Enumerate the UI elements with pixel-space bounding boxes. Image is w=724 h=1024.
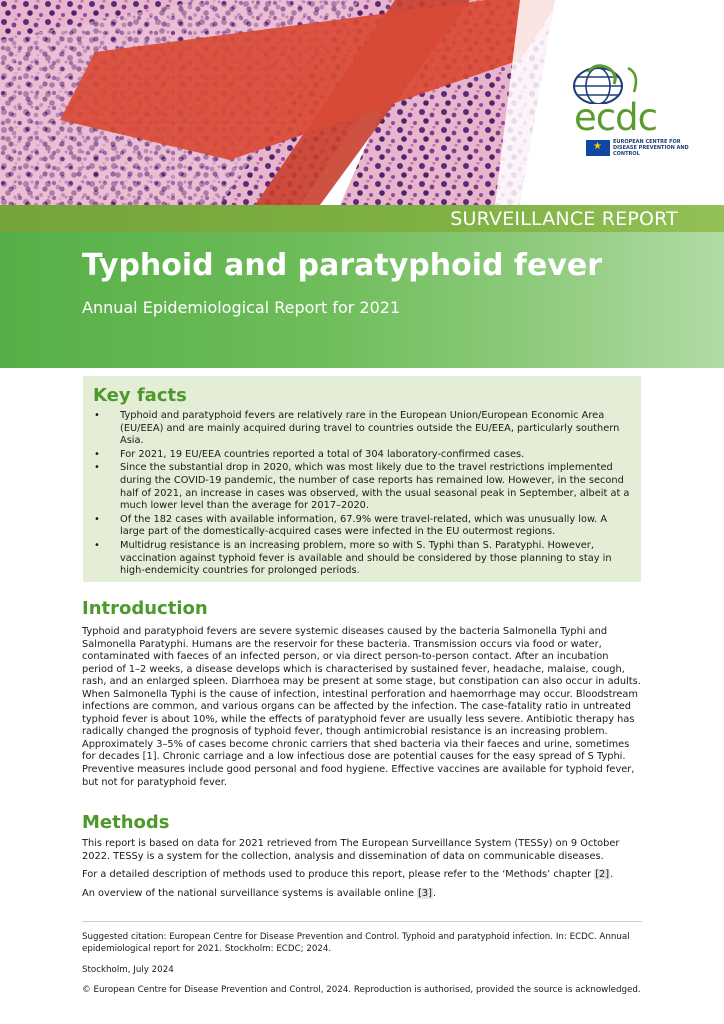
methods-paragraph: This report is based on data for 2021 retrieved from The European Surveillance System (TESSy) on 9 October 2022. TESSy is a system for the collection, analysis and dissemination of data on communicable diseases. bbox=[82, 838, 620, 862]
suggested-citation: Suggested citation: European Centre for Disease Prevention and Control. Typhoid and paratyphoid infection. In: ECDC. Annual epidemiological report for 2021. Stockholm: ECDC; 2024. bbox=[82, 932, 630, 954]
logo-subtitle: EUROPEAN CENTRE FOR DISEASE PREVENTION AND CONTROL bbox=[613, 139, 689, 157]
methods-paragraph: An overview of the national surveillance systems is available online [3]. bbox=[82, 887, 437, 899]
list-item: • Of the 182 cases with available information, 67.9% were travel-related, which was unusually low. A large part of the domestically-acquired cases were infected in the EU outermost regions. bbox=[93, 514, 633, 539]
list-item: • Typhoid and paratyphoid fevers are relatively rare in the European Union/European Economic Area (EU/EEA) and are mainly acquired during travel to countries outside the EU/EEA, particularly southern Asia. bbox=[93, 410, 633, 448]
methods-paragraph: For a detailed description of methods used to produce this report, please refer to the ‘Methods’ chapter [2]. bbox=[82, 869, 614, 881]
list-item: • Since the substantial drop in 2020, which was most likely due to the travel restrictions implemented during the COVID-19 pandemic, the number of case reports has remained low. However, in the second half of 2021, an increase in cases was observed, with the usual seasonal peak in September, albeit at a much lower level than the average for 2017–2020. bbox=[93, 462, 633, 512]
logo-wordmark: ecdc bbox=[574, 96, 657, 139]
introduction-text: Typhoid and paratyphoid fevers are severe systemic diseases caused by the bacteria Salmonella Typhi and Salmonella Paratyphi. Humans are the reservoir for these bacteria. Transmission occurs via food or water, contaminated with faeces of an infected person, or via direct person-to-person contact. After an incubation period of 1–2 weeks, a disease develops which is characterised by sustained fever, headache, malaise, cough, rash, and an enlarged spleen. Diarrhoea may be present at some stage, but constipation can also occur in adults. When Salmonella Typhi is the cause of infection, intestinal perforation and haemorrhage may occur. Bloodstream infections are common, and various organs can be affected by the infection. The case-fatality ratio in untreated typhoid fever is about 10%, while the effects of paratyphoid fever are usually less severe. Antibiotic therapy has radically changed the prognosis of typhoid fever, though antimicrobial resistance is an increasing problem. Approximately 3–5% of cases become chronic carriers that shed bacteria via their faeces and urine, sometimes for decades [1]. Chronic carriage and a low infectious dose are potential causes for the easy spread of S Typhi. Preventive measures include good personal and food hygiene. Effective vaccines are available for typhoid fever, but not for paratyphoid fever. bbox=[82, 626, 641, 788]
methods-heading: Methods bbox=[82, 812, 170, 833]
report-type: SURVEILLANCE REPORT bbox=[450, 208, 678, 230]
list-item: • For 2021, 19 EU/EEA countries reported a total of 304 laboratory-confirmed cases. bbox=[93, 449, 633, 462]
ecdc-logo[interactable] bbox=[560, 58, 690, 168]
copyright: © European Centre for Disease Prevention and Control, 2024. Reproduction is authorised, provided the source is acknowledged. bbox=[82, 985, 641, 995]
page-subtitle: Annual Epidemiological Report for 2021 bbox=[82, 298, 401, 317]
report-type-band bbox=[0, 205, 724, 232]
key-facts-list bbox=[93, 410, 633, 579]
reference-link[interactable]: [3] bbox=[418, 887, 432, 899]
methods-body bbox=[82, 838, 642, 906]
footer-divider bbox=[82, 921, 642, 922]
place-date: Stockholm, July 2024 bbox=[82, 965, 174, 975]
methods-paragraph-text: For a detailed description of methods used to produce this report, please refer to the ‘Methods’ chapter bbox=[82, 869, 592, 881]
key-facts-heading: Key facts bbox=[93, 385, 187, 406]
key-facts-box bbox=[83, 376, 641, 582]
reference-link[interactable]: [2] bbox=[595, 869, 610, 881]
list-item: • Multidrug resistance is an increasing problem, more so with S. Typhi than S. Paratyphi. However, vaccination against typhoid fever is available and should be considered by those planning to stay in high-endemicity countries for prolonged periods. bbox=[93, 540, 633, 578]
title-band bbox=[0, 232, 724, 368]
page-title: Typhoid and paratyphoid fever bbox=[82, 248, 603, 283]
eu-flag-icon bbox=[586, 140, 610, 156]
methods-paragraph-text: An overview of the national surveillance systems is available online bbox=[82, 887, 414, 899]
introduction-heading: Introduction bbox=[82, 598, 208, 619]
cover-image bbox=[0, 0, 724, 205]
